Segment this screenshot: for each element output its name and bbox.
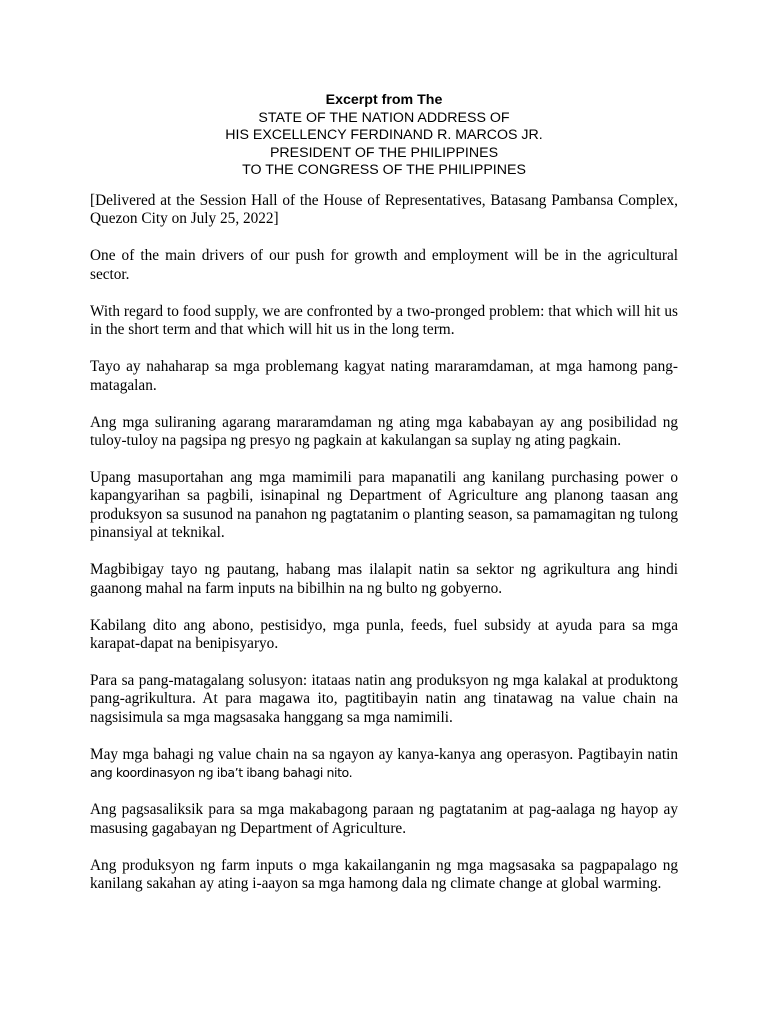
paragraph-problems-filipino: Tayo ay nahaharap sa mga problemang kagyat nating mararamdaman, at mga hamong pang-matagalan. [90, 358, 678, 394]
value-chain-text: May mga bahagi ng value chain na sa ngayon ay kanya-kanya ang operasyon. Pagtibayin natin [90, 745, 678, 763]
paragraph-farm-inputs: Ang produksyon ng farm inputs o mga kakailanganin ng mga magsasaka sa pagpapalago ng kanilang sakahan ay ating i-aayon sa mga hamong dala ng climate change at global warming. [90, 856, 678, 893]
paragraph-venue-note: [Delivered at the Session Hall of the House of Representatives, Batasang Pambansa Complex, Quezon City on July 25, 2022] [90, 192, 678, 228]
paragraph-price-concerns: Ang mga suliraning agarang mararamdaman ng ating mga kababayan ay ang posibilidad ng tuloy-tuloy na pagsipa ng presyo ng pagkain at kakulangan sa suplay ng ating pagkain. [90, 413, 678, 450]
heading-title: Excerpt from The [325, 92, 443, 108]
paragraph-agriculture-drivers: One of the main drivers of our push for growth and employment will be in the agricultural sector. [90, 247, 678, 283]
heading-line-audience: TO THE CONGRESS OF THE PHILIPPINES [242, 162, 526, 179]
paragraph-loans: Magbibigay tayo ng pautang, habang mas ilalapit natin sa sektor ng agrikultura ang hindi gaanong mahal na farm inputs na bibilhin na ng bulto ng gobyerno. [90, 561, 678, 597]
heading-line-address: STATE OF THE NATION ADDRESS OF [258, 109, 510, 126]
document-heading [90, 92, 678, 180]
paragraph-food-supply: With regard to food supply, we are confronted by a two-pronged problem: that which will hit us in the short term and that which will hit us in the long term. [90, 302, 678, 339]
paragraph-purchasing-power: Upang masuportahan ang mga mamimili para mapanatili ang kanilang purchasing power o kapangyarihan sa pagbili, isinapinal ng Department of Agriculture ang planong taasan ang produksyon sa susunod na panahon ng pagtatanim o planting season, sa pamamagitan ng tulong pinansiyal at teknikal. [90, 469, 678, 542]
document-body [90, 192, 678, 912]
paragraph-research: Ang pagsasaliksik para sa mga makabagong paraan ng pagtatanim at pag-aalaga ng hayop ay masusing gagabayan ng Department of Agriculture. [90, 801, 678, 837]
heading-line-office: PRESIDENT OF THE PHILIPPINES [269, 144, 499, 161]
value-chain-coordination-text: ang koordinasyon ng iba’t ibang bahagi nito. [90, 765, 353, 781]
paragraph-long-term-solution: Para sa pang-matagalang solusyon: itataas natin ang produksyon ng mga kalakal at produktong pang-agrikultura. At para magawa ito, pagtitibayin natin ang tinatawag na value chain na nagsisimula sa mga magsasaka hanggang sa mga namimili. [90, 672, 678, 726]
heading-line-speaker: HIS EXCELLENCY FERDINAND R. MARCOS JR. [225, 127, 543, 144]
paragraph-value-chain [90, 746, 678, 783]
paragraph-subsidies: Kabilang dito ang abono, pestisidyo, mga punla, feeds, fuel subsidy at ayuda para sa mga karapat-dapat na benipisyaryo. [90, 616, 678, 653]
